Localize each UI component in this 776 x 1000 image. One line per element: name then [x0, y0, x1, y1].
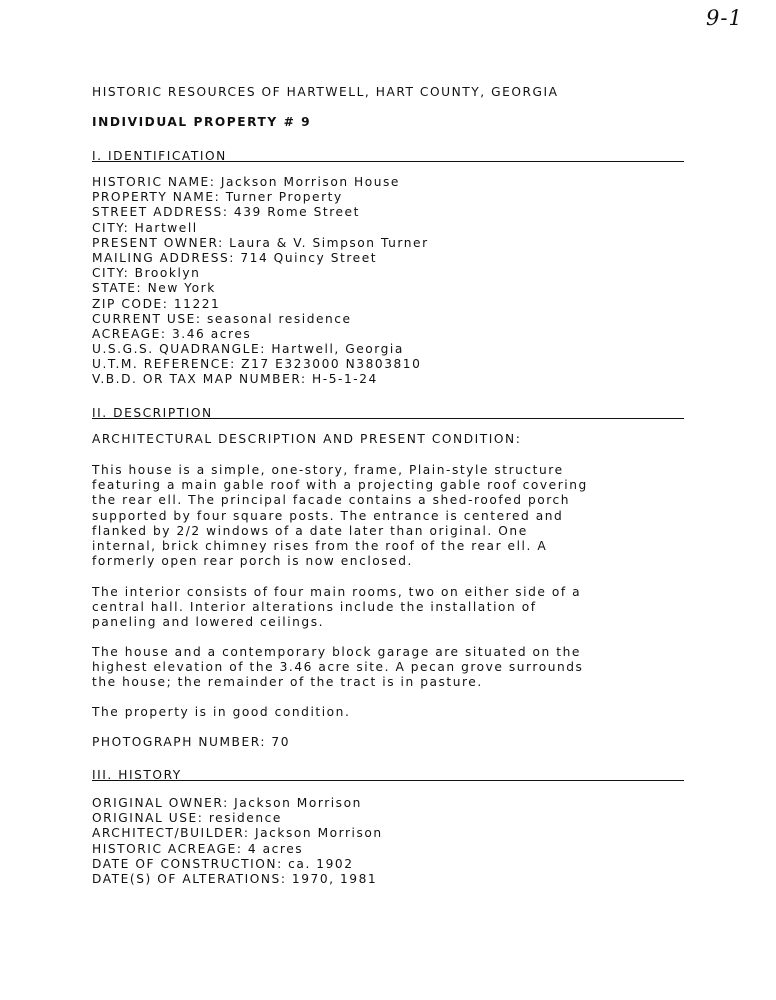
mailing-city-line: CITY: Brooklyn [92, 266, 201, 281]
description-paragraph-exterior: This house is a simple, one-story, frame, Plain-style structure featuring a main gable roof with a projecting gable roof covering the rear ell. The principal facade contains a shed-roofed porch supported by four square posts. The entrance is centered and flanked by 2/2 windows of a date later than original. One internal, brick chimney rises from the roof of the rear ell. A formerly open rear porch is now enclosed. [92, 463, 588, 569]
description-subheading: ARCHITECTURAL DESCRIPTION AND PRESENT CONDITION: [92, 432, 522, 446]
current-use-line: CURRENT USE: seasonal residence [92, 311, 352, 326]
tax-map-line: V.B.D. OR TAX MAP NUMBER: H-5-1-24 [92, 372, 378, 387]
description-heading-text: II. DESCRIPTION [92, 406, 213, 420]
quadrangle-line: U.S.G.S. QUADRANGLE: Hartwell, Georgia [92, 342, 404, 357]
identification-list [92, 175, 702, 388]
alteration-dates-line: DATE(S) OF ALTERATIONS: 1970, 1981 [92, 871, 378, 886]
description-paragraph-site: The house and a contemporary block garage are situated on the highest elevation of the 3.46 acre site. A pecan grove surrounds the house; the remainder of the tract is in pasture. [92, 645, 584, 690]
document-title: HISTORIC RESOURCES OF HARTWELL, HART COUNTY, GEORGIA [92, 85, 559, 99]
history-heading-text: III. HISTORY [92, 768, 182, 782]
historic-name-line: HISTORIC NAME: Jackson Morrison House [92, 175, 400, 189]
history-section-heading [92, 764, 684, 781]
identification-heading-text: I. IDENTIFICATION [92, 149, 227, 163]
original-use-line: ORIGINAL USE: residence [92, 811, 282, 826]
acreage-line: ACREAGE: 3.46 acres [92, 326, 252, 341]
utm-reference-line: U.T.M. REFERENCE: Z17 E323000 N3803810 [92, 357, 422, 372]
original-owner-line: ORIGINAL OWNER: Jackson Morrison [92, 796, 362, 810]
mailing-address-line: MAILING ADDRESS: 714 Quincy Street [92, 250, 378, 265]
description-paragraph-condition: The property is in good condition. [92, 705, 351, 719]
identification-section-heading [92, 145, 684, 162]
description-section-heading [92, 402, 684, 419]
zip-code-line: ZIP CODE: 11221 [92, 296, 221, 311]
history-list [92, 796, 702, 887]
description-paragraph-interior: The interior consists of four main rooms, two on either side of a central hall. Interior alterations include the installation of paneling and lowered ceilings. [92, 585, 582, 630]
present-owner-line: PRESENT OWNER: Laura & V. Simpson Turner [92, 235, 429, 250]
property-number: INDIVIDUAL PROPERTY # 9 [92, 115, 312, 129]
photograph-number: PHOTOGRAPH NUMBER: 70 [92, 735, 291, 749]
property-name-line: PROPERTY NAME: Turner Property [92, 190, 343, 205]
street-address-line: STREET ADDRESS: 439 Rome Street [92, 205, 360, 220]
historic-acreage-line: HISTORIC ACREAGE: 4 acres [92, 841, 304, 856]
city-line: CITY: Hartwell [92, 220, 198, 235]
architect-builder-line: ARCHITECT/BUILDER: Jackson Morrison [92, 826, 383, 841]
construction-date-line: DATE OF CONSTRUCTION: ca. 1902 [92, 856, 354, 871]
handwritten-page-marker: 9-1 [706, 6, 743, 30]
state-line: STATE: New York [92, 281, 216, 296]
